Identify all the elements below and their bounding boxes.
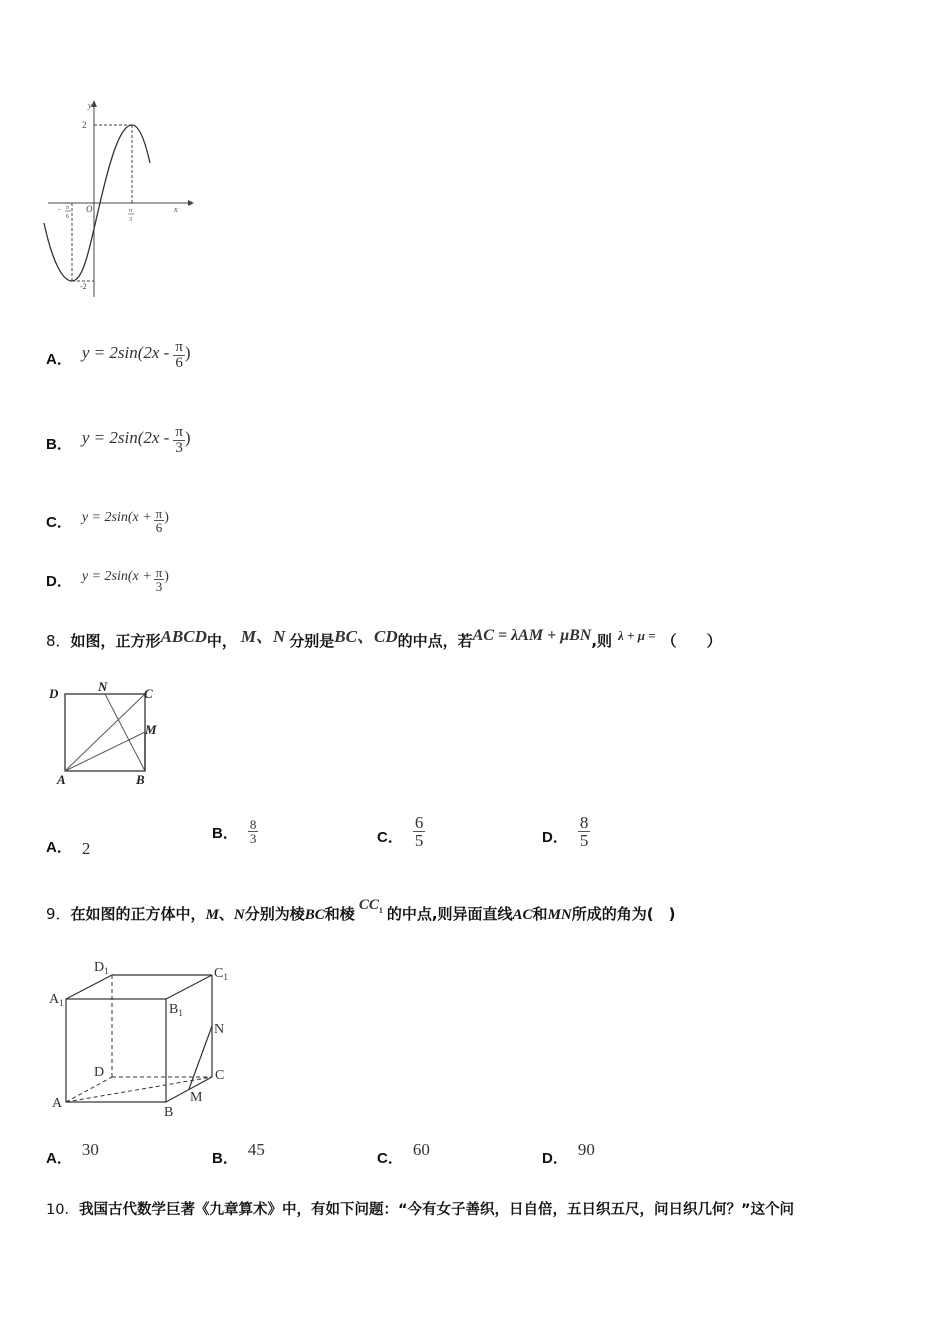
sine-graph-figure (40, 95, 200, 305)
x-left-sign: - (58, 205, 61, 213)
vertex-c: C (144, 686, 153, 701)
option-formula-prefix: y = 2sin(x + (81, 569, 152, 584)
option-letter: A． (46, 351, 72, 368)
option-formula-prefix: y = 2sin(2x - (81, 343, 170, 362)
q7-option-d[interactable]: D． y = 2sin(x + $\frac{\pi}{3}$ ) (46, 565, 169, 594)
vertex-n: N (214, 1022, 225, 1037)
cube-figure (44, 955, 244, 1125)
x-right-num: π (129, 208, 133, 214)
axis-y-label: y (88, 101, 92, 110)
option-formula-prefix: y = 2sin(x + (81, 510, 152, 525)
q9-option-a[interactable]: A． 30 (46, 1140, 99, 1167)
vertex-a: A (52, 1096, 63, 1111)
q7-option-b[interactable]: B． y = 2sin(2x - $\frac{\pi}{3}$ ) (46, 424, 191, 456)
option-letter: D． (46, 573, 72, 590)
option-letter: B． (46, 436, 72, 453)
x-right-den: 3 (129, 217, 132, 223)
y-min-label: -2 (80, 282, 87, 291)
vertex-b: B (164, 1105, 174, 1120)
vertex-d: D (49, 686, 59, 701)
option-fraction: $\frac{\pi}{3}$ (175, 424, 183, 456)
option-fraction: $\frac{\pi}{6}$ (175, 339, 183, 371)
vertex-c1: $C_1$ (214, 966, 228, 982)
q9-stem: 9．在如图的正方体中，M、N分别为棱BC和棱 $CC_1$ 的中点,则异面直线AC和MN所成的角为( ) (46, 897, 676, 923)
q8-option-a[interactable]: A． 2 (46, 839, 91, 858)
q9-option-b[interactable]: B． 45 (212, 1140, 265, 1167)
vertex-c: C (215, 1068, 225, 1083)
y-max-label: 2 (82, 120, 87, 130)
vertex-m: M (145, 722, 157, 737)
vertex-m: M (190, 1090, 203, 1105)
vertex-b1: $B_1$ (169, 1002, 183, 1018)
q7-option-c[interactable]: C． y = 2sin(x + $\frac{\pi}{6}$ ) (46, 506, 169, 535)
q9-option-d[interactable]: D． 90 (542, 1140, 595, 1167)
q8-option-d[interactable]: D． $\frac{8}{5}$ (542, 813, 589, 850)
option-fraction: $\frac{\pi}{6}$ (155, 506, 163, 535)
option-fraction: $\frac{\pi}{3}$ (155, 565, 163, 594)
vertex-a: A (57, 772, 66, 787)
vertex-b: B (136, 772, 145, 787)
q10-stem: 10．我国古代数学巨著《九章算术》中，有如下问题：“今有女子善织，日自倍，五日织五尺，问日织几何？”这个问 (46, 1202, 795, 1218)
vertex-a1: $A_1$ (49, 992, 64, 1008)
vertex-n: N (98, 680, 108, 694)
square-figure (44, 680, 174, 790)
vertex-d1: $D_1$ (94, 960, 109, 976)
vertex-d: D (94, 1065, 105, 1080)
x-left-num: π (66, 205, 70, 211)
origin-label: O (86, 204, 93, 214)
q8-option-c[interactable]: C． $\frac{6}{5}$ (377, 813, 424, 850)
option-letter: C． (46, 514, 72, 531)
q8-stem: 8．如图，正方形ABCD中， M、N 分别是BC、CD的中点，若AC = λAM + μBN,则 λ + μ = （ ） (46, 627, 722, 650)
x-left-den: 6 (66, 214, 69, 220)
q9-option-c[interactable]: C． 60 (377, 1140, 430, 1167)
option-formula-prefix: y = 2sin(2x - (81, 428, 170, 447)
axis-x-label: x (174, 205, 178, 214)
q7-option-a[interactable]: A． y = 2sin(2x - $\frac{\pi}{6}$ ) (46, 339, 191, 371)
q8-option-b[interactable]: B． $\frac{8}{3}$ (212, 817, 257, 846)
